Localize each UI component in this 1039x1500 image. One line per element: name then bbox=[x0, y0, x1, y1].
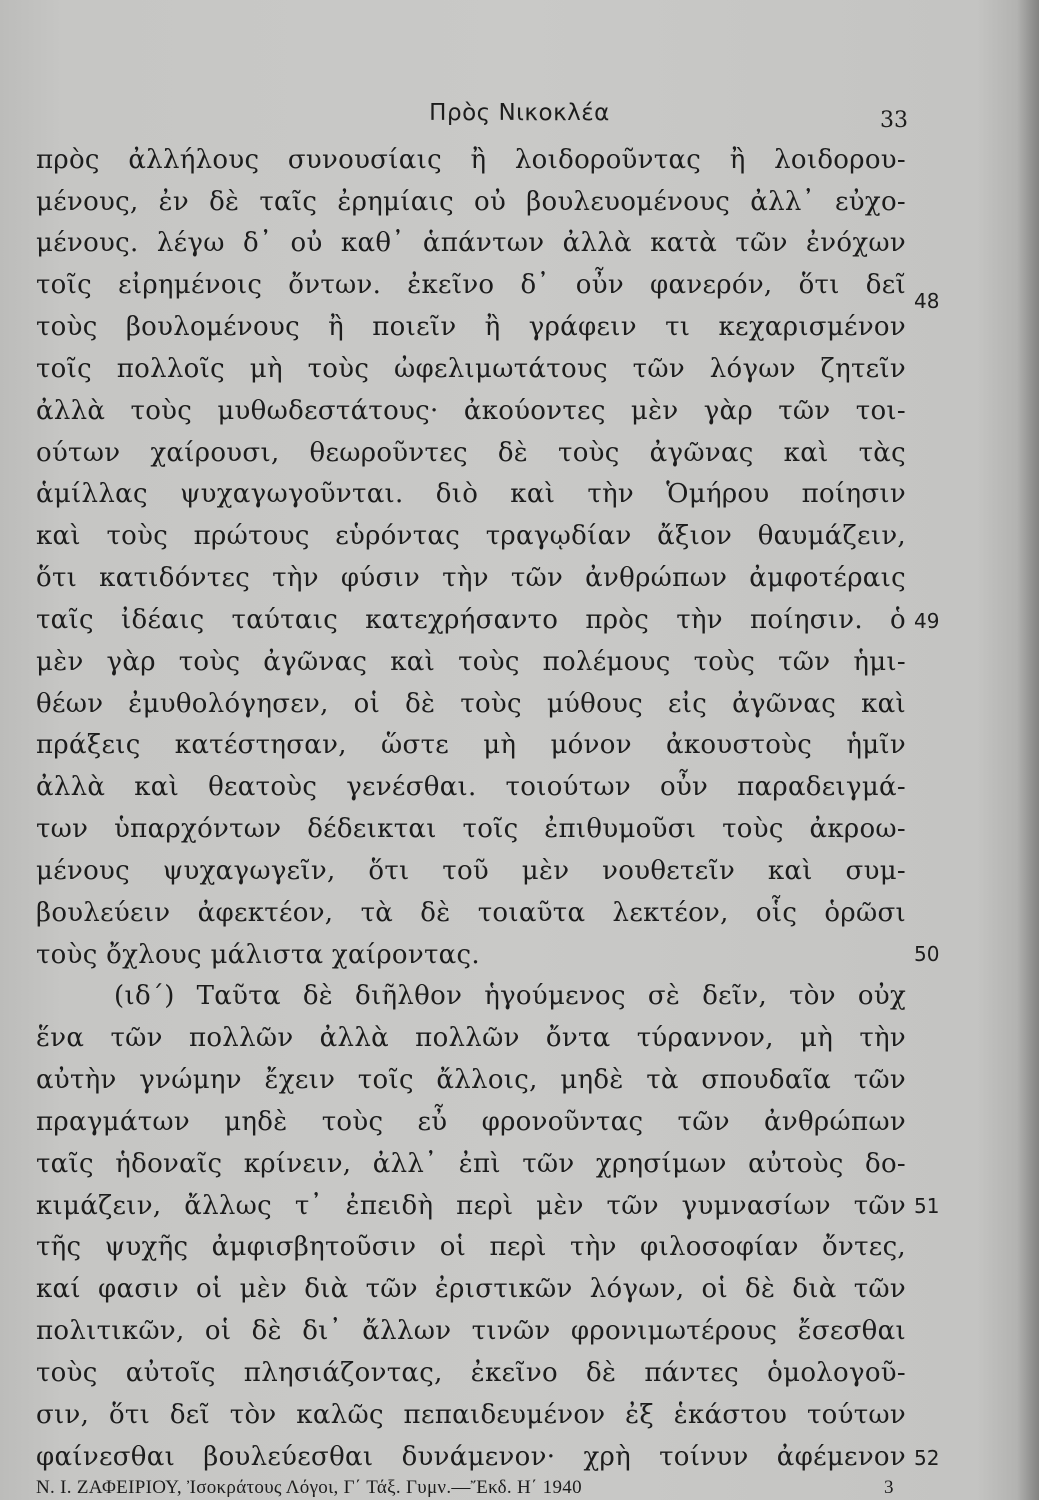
running-header-title: Πρὸς Νικοκλέα bbox=[429, 100, 610, 126]
text-line-3: μένους. λέγω δ᾽ οὐ καθ᾽ ἁπάντων ἀλλὰ κατὰ τῶν ἐνόχων bbox=[36, 228, 906, 258]
margin-number: 48 bbox=[914, 289, 940, 313]
text-line-26: κιμάζειν, ἄλλως τ᾽ ἐπειδὴ περὶ μὲν τῶν γυμνασίων τῶν bbox=[36, 1191, 906, 1221]
text-line-14: θέων ἐμυθολόγησεν, οἱ δὲ τοὺς μύθους εἰς ἀγῶνας καὶ bbox=[36, 689, 906, 719]
text-line-28: καί φασιν οἱ μὲν διὰ τῶν ἐριστικῶν λόγων, οἱ δὲ διὰ τῶν bbox=[36, 1274, 906, 1304]
text-line-31: σιν, ὅτι δεῖ τὸν καλῶς πεπαιδευμένον ἐξ ἑκάστου τούτων bbox=[36, 1400, 906, 1430]
text-line-5: τοὺς βουλομένους ἢ ποιεῖν ἢ γράφειν τι κεχαρισμένον bbox=[36, 312, 906, 342]
text-line-29: πολιτικῶν, οἱ δὲ δι᾽ ἄλλων τινῶν φρονιμωτέρους ἔσεσθαι bbox=[36, 1316, 906, 1346]
text-line-32: φαίνεσθαι βουλεύεσθαι δυνάμενον· χρὴ τοίνυν ἀφέμενον bbox=[36, 1442, 906, 1472]
text-line-12: ταῖς ἰδέαις ταύταις κατεχρήσαντο πρὸς τὴν ποίησιν. ὁ bbox=[36, 605, 906, 635]
text-line-20: τοὺς ὄχλους μάλιστα χαίροντας. bbox=[36, 940, 480, 970]
text-line-7: ἀλλὰ τοὺς μυθωδεστάτους· ἀκούοντες μὲν γὰρ τῶν τοι- bbox=[36, 396, 906, 426]
text-line-6: τοῖς πολλοῖς μὴ τοὺς ὠφελιμωτάτους τῶν λόγων ζητεῖν bbox=[36, 354, 906, 384]
printer-footer: Ν. Ι. ΖΑΦΕΙΡΙΟΥ, Ἰσοκράτους Λόγοι, Γ΄ Τάξ. Γυμν.—Ἔκδ. Η΄ 1940 bbox=[36, 1477, 582, 1498]
text-line-9: ἁμίλλας ψυχαγωγοῦνται. διὸ καὶ τὴν Ὁμήρου ποίησιν bbox=[36, 479, 906, 509]
text-line-25: ταῖς ἡδοναῖς κρίνειν, ἀλλ᾽ ἐπὶ τῶν χρησίμων αὐτοὺς δο- bbox=[36, 1149, 906, 1179]
signature-number: 3 bbox=[884, 1477, 894, 1498]
text-line-27: τῆς ψυχῆς ἀμφισβητοῦσιν οἱ περὶ τὴν φιλοσοφίαν ὄντες, bbox=[36, 1232, 906, 1262]
text-line-4: τοῖς εἰρημένοις ὄντων. ἐκεῖνο δ᾽ οὖν φανερόν, ὅτι δεῖ bbox=[36, 270, 906, 300]
page-number: 33 bbox=[880, 108, 908, 133]
text-line-16: ἀλλὰ καὶ θεατοὺς γενέσθαι. τοιούτων οὖν παραδειγμά- bbox=[36, 772, 906, 802]
text-line-1: πρὸς ἀλλήλους συνουσίαις ἢ λοιδοροῦντας ἢ λοιδορου- bbox=[36, 145, 906, 175]
text-line-8: ούτων χαίρουσι, θεωροῦντες δὲ τοὺς ἀγῶνας καὶ τὰς bbox=[36, 438, 906, 468]
margin-number: 50 bbox=[914, 942, 940, 966]
text-line-19: βουλεύειν ἀφεκτέον, τὰ δὲ τοιαῦτα λεκτέον, οἷς ὁρῶσι bbox=[36, 898, 906, 928]
margin-number: 52 bbox=[914, 1446, 940, 1470]
text-line-18: μένους ψυχαγωγεῖν, ὅτι τοῦ μὲν νουθετεῖν καὶ συμ- bbox=[36, 856, 906, 886]
text-line-23: αὐτὴν γνώμην ἔχειν τοῖς ἄλλοις, μηδὲ τὰ σπουδαῖα τῶν bbox=[36, 1065, 906, 1095]
text-line-10: καὶ τοὺς πρώτους εὑρόντας τραγῳδίαν ἄξιον θαυμάζειν, bbox=[36, 521, 906, 551]
text-line-30: τοὺς αὐτοῖς πλησιάζοντας, ἐκεῖνο δὲ πάντες ὁμολογοῦ- bbox=[36, 1358, 906, 1388]
text-line-22: ἕνα τῶν πολλῶν ἀλλὰ πολλῶν ὄντα τύραννον, μὴ τὴν bbox=[36, 1023, 906, 1053]
margin-number: 51 bbox=[914, 1194, 940, 1218]
text-line-15: πράξεις κατέστησαν, ὥστε μὴ μόνον ἀκουστοὺς ἡμῖν bbox=[36, 730, 906, 760]
margin-number: 49 bbox=[914, 609, 940, 633]
text-line-2: μένους, ἐν δὲ ταῖς ἐρημίαις οὐ βουλευομένους ἀλλ᾽ εὐχο- bbox=[36, 187, 906, 217]
text-line-21: (ιδ΄) Ταῦτα δὲ διῆλθον ἡγούμενος σὲ δεῖν, τὸν οὐχ bbox=[114, 981, 906, 1011]
text-line-24: πραγμάτων μηδὲ τοὺς εὖ φρονοῦντας τῶν ἀνθρώπων bbox=[36, 1107, 906, 1137]
page-edge-shadow bbox=[1017, 0, 1039, 1500]
text-line-17: των ὑπαρχόντων δέδεικται τοῖς ἐπιθυμοῦσι τοὺς ἀκροω- bbox=[36, 814, 906, 844]
text-line-11: ὅτι κατιδόντες τὴν φύσιν τὴν τῶν ἀνθρώπων ἀμφοτέραις bbox=[36, 563, 906, 593]
text-line-13: μὲν γὰρ τοὺς ἀγῶνας καὶ τοὺς πολέμους τοὺς τῶν ἡμι- bbox=[36, 647, 906, 677]
